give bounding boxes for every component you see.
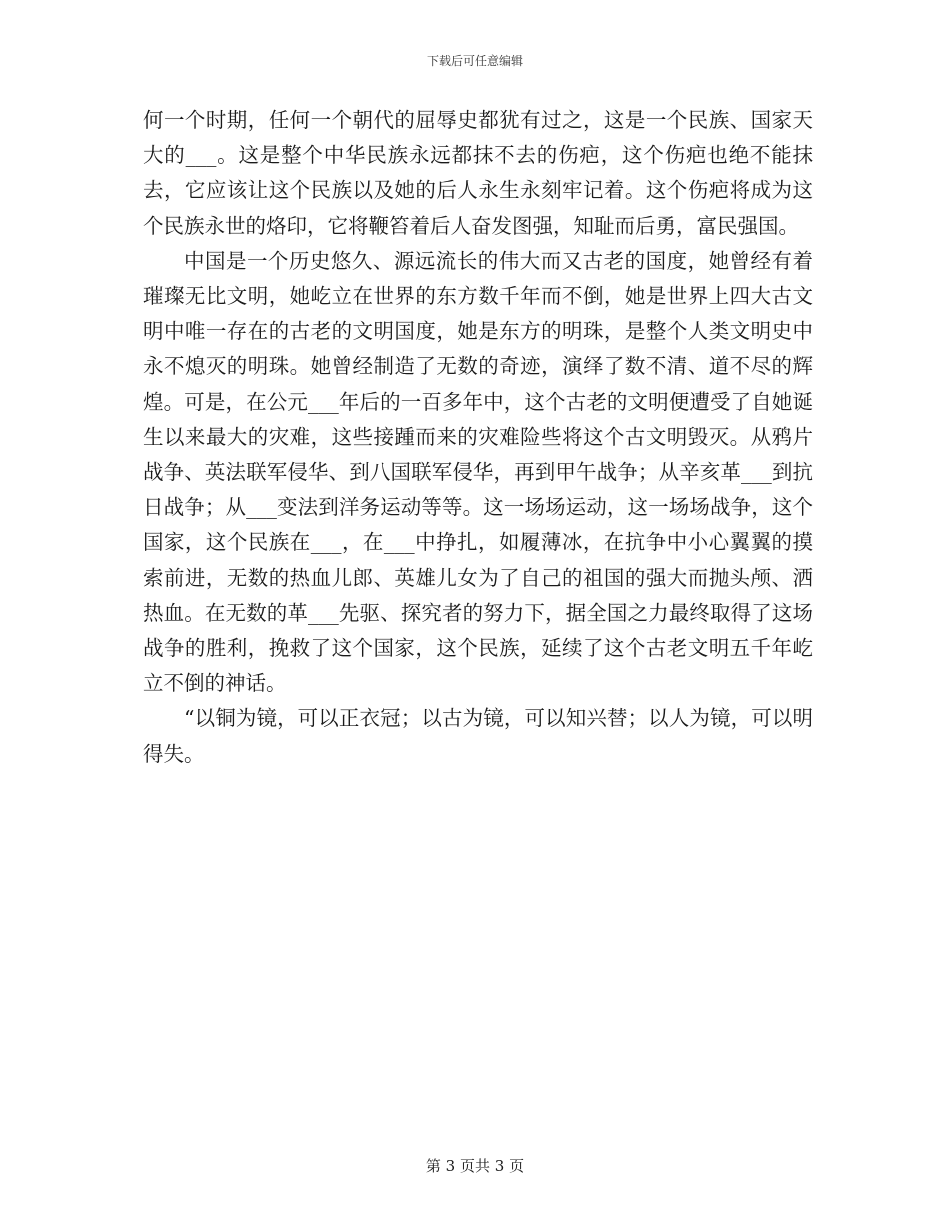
paragraph-1: 何一个时期，任何一个朝代的屈辱史都犹有过之，这是一个民族、国家天大的___。这是整个中华民族永远都抹不去的伤疤，这个伤疤也绝不能抹去，它应该让这个民族以及她的后人永生永刻牢记着。这个伤疤将成为这个民族永世的烙印，它将鞭笞着后人奋发图强，知耻而后勇，富民强国。 [143, 108, 813, 238]
page-footer: 第 3 页共 3 页 [425, 1157, 525, 1175]
page-header: 下载后可任意编辑 [426, 54, 523, 68]
paragraph-3: “以铜为镜，可以正衣冠；以古为镜，可以知兴替；以人为镜，可以明得失。 [143, 706, 813, 766]
document-body [143, 103, 813, 772]
paragraph-2: 中国是一个历史悠久、源远流长的伟大而又古老的国度，她曾经有着璀璨无比文明，她屹立在世界的东方数千年而不倒，她是世界上四大古文明中唯一存在的古老的文明国度，她是东方的明珠，是整个人类文明史中永不熄灭的明珠。她曾经制造了无数的奇迹，演绎了数不清、道不尽的辉煌。可是，在公元___年后的一百多年中，这个古老的文明便遭受了自她诞生以来最大的灾难，这些接踵而来的灾难险些将这个古文明毁灭。从鸦片战争、英法联军侵华、到八国联军侵华，再到甲午战争；从辛亥革___到抗日战争；从___变法到洋务运动等等。这一场场运动，这一场场战争，这个国家，这个民族在___，在___中挣扎，如履薄冰，在抗争中小心翼翼的摸索前进，无数的热血儿郎、英雄儿女为了自己的祖国的强大而抛头颅、洒热血。在无数的革___先驱、探究者的努力下，据全国之力最终取得了这场战争的胜利，挽救了这个国家，这个民族，延续了这个古老文明五千年屹立不倒的神话。 [143, 248, 813, 696]
